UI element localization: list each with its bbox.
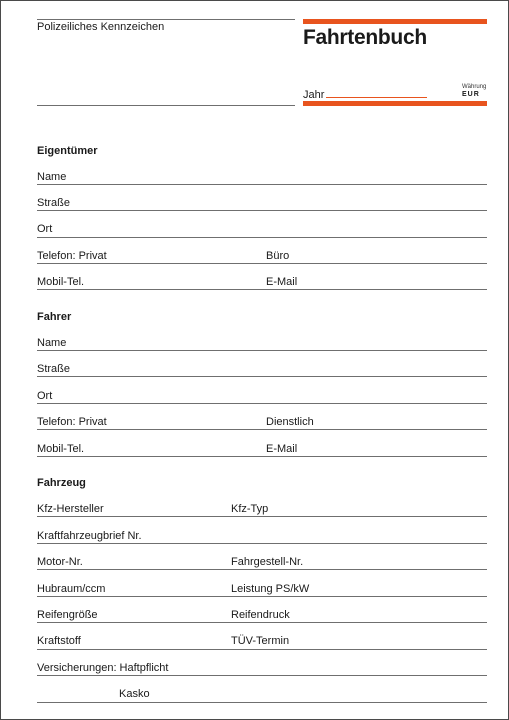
plate-top-line: [37, 19, 295, 20]
owner-email-label: E-Mail: [266, 276, 298, 288]
driver-name-label: Name: [37, 337, 67, 349]
driver-name-line[interactable]: [37, 350, 487, 351]
vehicle-tire-pressure-label: Reifendruck: [231, 609, 290, 621]
currency-caption: Währung: [462, 84, 487, 90]
vehicle-tire-size-label: Reifengröße: [37, 609, 98, 621]
vehicle-registration-line[interactable]: [37, 543, 487, 544]
vehicle-engine-line[interactable]: [37, 569, 487, 570]
vehicle-power-label: Leistung PS/kW: [231, 583, 310, 595]
owner-city-label: Ort: [37, 223, 53, 235]
vehicle-manufacturer-line[interactable]: [37, 516, 487, 517]
vehicle-manufacturer-label: Kfz-Hersteller: [37, 503, 104, 515]
plate-label: Polizeiliches Kennzeichen: [37, 21, 165, 33]
year-label: Jahr: [303, 89, 325, 101]
driver-office-label: Dienstlich: [266, 416, 314, 428]
driver-phone-label: Telefon: Privat: [37, 416, 107, 428]
driver-street-line[interactable]: [37, 376, 487, 377]
vehicle-inspection-label: TÜV-Termin: [231, 635, 290, 647]
currency-code: EUR: [462, 91, 480, 98]
vehicle-engine-label: Motor-Nr.: [37, 556, 83, 568]
owner-name-label: Name: [37, 171, 67, 183]
year-field-line[interactable]: [326, 97, 427, 98]
title-accent-bar-bottom: [303, 101, 487, 106]
vehicle-liability-label: Versicherungen: Haftpflicht: [37, 662, 169, 674]
owner-mobile-line[interactable]: [37, 289, 487, 290]
driver-street-label: Straße: [37, 363, 71, 375]
owner-mobile-label: Mobil-Tel.: [37, 276, 85, 288]
plate-field-line[interactable]: [37, 105, 295, 106]
vehicle-registration-label: Kraftfahrzeugbrief Nr.: [37, 530, 142, 542]
owner-name-line[interactable]: [37, 184, 487, 185]
page-title: Fahrtenbuch: [303, 26, 427, 49]
vehicle-liability-line[interactable]: [37, 675, 487, 676]
driver-city-label: Ort: [37, 390, 53, 402]
driver-phone-line[interactable]: [37, 429, 487, 430]
vehicle-displacement-label: Hubraum/ccm: [37, 583, 106, 595]
vehicle-section-title: Fahrzeug: [37, 477, 86, 489]
driver-city-line[interactable]: [37, 403, 487, 404]
owner-phone-line[interactable]: [37, 263, 487, 264]
vehicle-casco-label: Kasko: [119, 688, 150, 700]
vehicle-fuel-line[interactable]: [37, 649, 487, 650]
vehicle-tire-line[interactable]: [37, 622, 487, 623]
driver-email-label: E-Mail: [266, 443, 298, 455]
vehicle-casco-line[interactable]: [37, 702, 487, 703]
vehicle-displacement-line[interactable]: [37, 596, 487, 597]
driver-section-title: Fahrer: [37, 311, 72, 323]
title-accent-bar-top: [303, 19, 487, 24]
owner-street-label: Straße: [37, 197, 71, 209]
owner-section-title: Eigentümer: [37, 145, 98, 157]
owner-phone-label: Telefon: Privat: [37, 250, 107, 262]
owner-office-label: Büro: [266, 250, 290, 262]
vehicle-chassis-label: Fahrgestell-Nr.: [231, 556, 304, 568]
vehicle-type-label: Kfz-Typ: [231, 503, 269, 515]
owner-city-line[interactable]: [37, 237, 487, 238]
owner-street-line[interactable]: [37, 210, 487, 211]
driver-mobile-line[interactable]: [37, 456, 487, 457]
vehicle-fuel-label: Kraftstoff: [37, 635, 81, 647]
driver-mobile-label: Mobil-Tel.: [37, 443, 85, 455]
